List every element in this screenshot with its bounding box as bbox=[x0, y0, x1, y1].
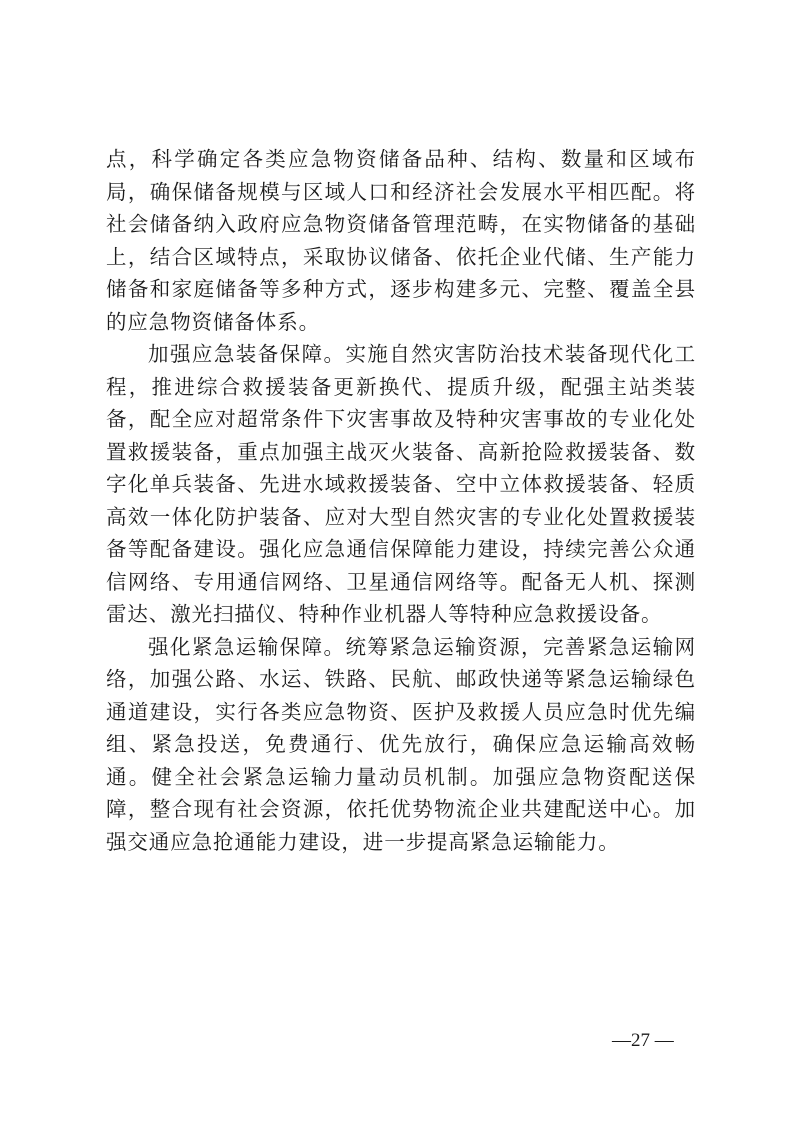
page-number: —27 — bbox=[612, 1030, 674, 1051]
paragraph-transport-support: 强化紧急运输保障。统筹紧急运输资源，完善紧急运输网络，加强公路、水运、铁路、民航、邮政快递等紧急运输绿色通道建设，实行各类应急物资、医护及救援人员应急时优先编组、紧急投送，免费通行、优先放行，确保应急运输高效畅通。健全社会紧急运输力量动员机制。加强应急物资配送保障，整合现有社会资源，依托优势物流企业共建配送中心。加强交通应急抢通能力建设，进一步提高紧急运输能力。 bbox=[106, 634, 696, 854]
body-text bbox=[106, 143, 696, 858]
paragraph-equipment-support: 加强应急装备保障。实施自然灾害防治技术装备现代化工程，推进综合救援装备更新换代、提质升级，配强主站类装备，配全应对超常条件下灾害事故及特种灾害事故的专业化处置救援装备，重点加强主战灭火装备、高新抢险救援装备、数字化单兵装备、先进水域救援装备、空中立体救援装备、轻质高效一体化防护装备、应对大型自然灾害的专业化处置救援装备等配备建设。强化应急通信保障能力建设，持续完善公众通信网络、专用通信网络、卫星通信网络等。配备无人机、探测雷达、激光扫描仪、特种作业机器人等特种应急救援设备。 bbox=[106, 342, 696, 626]
paragraph-emergency-reserves: 点，科学确定各类应急物资储备品种、结构、数量和区域布局，确保储备规模与区域人口和经济社会发展水平相匹配。将社会储备纳入政府应急物资储备管理范畴，在实物储备的基础上，结合区域特点，采取协议储备、依托企业代储、生产能力储备和家庭储备等多种方式，逐步构建多元、完整、覆盖全县的应急物资储备体系。 bbox=[106, 147, 696, 334]
